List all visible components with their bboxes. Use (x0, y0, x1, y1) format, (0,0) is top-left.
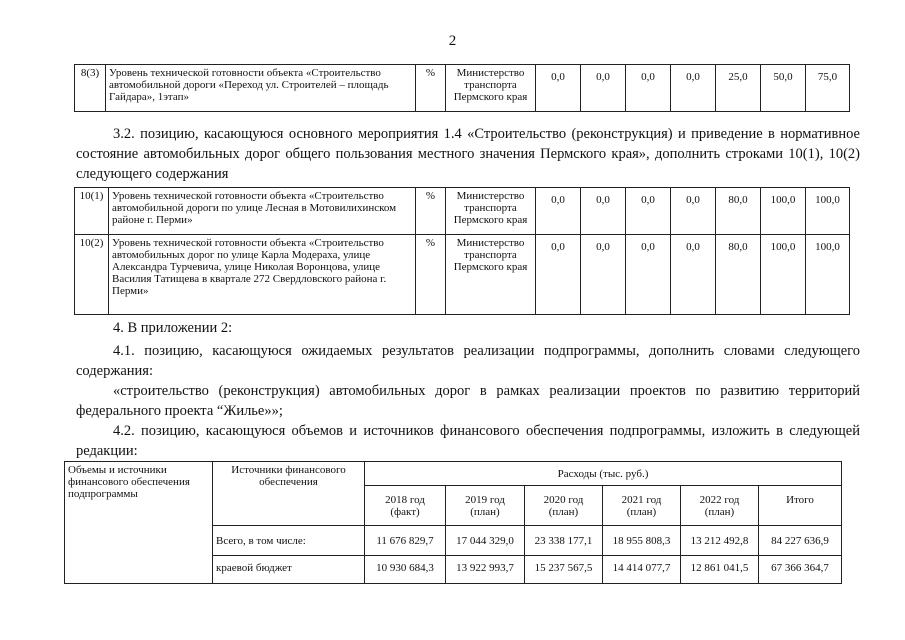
value-cell: 0,0 (581, 188, 626, 235)
year-header: 2021 год (план) (603, 486, 681, 526)
unit: % (416, 235, 446, 315)
indicators-table-2 (74, 187, 850, 315)
indicators-table-1 (74, 64, 850, 112)
year-header: 2020 год (план) (525, 486, 603, 526)
value-cell: 100,0 (761, 235, 806, 315)
source-label: краевой бюджет (213, 556, 365, 584)
table-row (75, 235, 850, 315)
row-number: 10(2) (75, 235, 109, 315)
unit: % (416, 65, 446, 112)
total-header: Итого (759, 486, 842, 526)
paragraph-4-2: 4.2. позицию, касающуюся объемов и источников финансового обеспечения подпрограммы, изложить в следующей редакции: (76, 423, 860, 459)
value-cell: 50,0 (761, 65, 806, 112)
responsible-org: Министерство транспорта Пермского края (446, 235, 536, 315)
indicator-text: Уровень технической готовности объекта «Строительство автомобильной дороги «Переход ул. Строителей – площадь Гайдара», 1этап» (106, 65, 416, 112)
value-cell: 13 922 993,7 (446, 556, 525, 584)
year-header: 2018 год (факт) (365, 486, 446, 526)
paragraph-4: 4. В приложении 2: (113, 320, 233, 336)
value-cell: 23 338 177,1 (525, 526, 603, 556)
value-cell: 14 414 077,7 (603, 556, 681, 584)
year-header: 2022 год (план) (681, 486, 759, 526)
header-expenses: Расходы (тыс. руб.) (365, 462, 842, 486)
row-number: 8(3) (75, 65, 106, 112)
year-header: 2019 год (план) (446, 486, 525, 526)
value-cell: 0,0 (581, 235, 626, 315)
value-cell: 25,0 (716, 65, 761, 112)
paragraph-quote: «строительство (реконструкция) автомобильных дорог в рамках реализации проектов по развитию территорий федерального проекта “Жилье»»; (76, 383, 860, 419)
value-cell: 12 861 041,5 (681, 556, 759, 584)
paragraph-3-2: 3.2. позицию, касающуюся основного мероприятия 1.4 «Строительство (реконструкция) и приведение в нормативное состояние автомобильных дорог общего пользования местного значения Пермского края», дополнить строками 10(1), 10(2) следующего содержания (76, 126, 860, 182)
value-cell: 100,0 (806, 235, 850, 315)
value-cell: 100,0 (806, 188, 850, 235)
financing-table (64, 461, 842, 584)
indicator-text: Уровень технической готовности объекта «Строительство автомобильной дороги по улице Лесная в Мотовилихинском районе г. Перми» (109, 188, 416, 235)
value-cell: 0,0 (671, 235, 716, 315)
value-cell: 0,0 (671, 188, 716, 235)
table-row (75, 188, 850, 235)
row-number: 10(1) (75, 188, 109, 235)
value-cell: 10 930 684,3 (365, 556, 446, 584)
value-cell: 67 366 364,7 (759, 556, 842, 584)
table-header-row (65, 462, 842, 486)
header-volumes: Объемы и источники финансового обеспечения подпрограммы (65, 462, 213, 584)
value-cell: 18 955 808,3 (603, 526, 681, 556)
value-cell: 0,0 (626, 188, 671, 235)
value-cell: 0,0 (671, 65, 716, 112)
value-cell: 13 212 492,8 (681, 526, 759, 556)
paragraph-4-1: 4.1. позицию, касающуюся ожидаемых результатов реализации подпрограммы, дополнить словами следующего содержания: (76, 343, 860, 379)
value-cell: 0,0 (536, 235, 581, 315)
page-number: 2 (448, 33, 457, 49)
value-cell: 0,0 (626, 235, 671, 315)
value-cell: 15 237 567,5 (525, 556, 603, 584)
value-cell: 80,0 (716, 235, 761, 315)
value-cell: 0,0 (626, 65, 671, 112)
responsible-org: Министерство транспорта Пермского края (446, 188, 536, 235)
table-row (75, 65, 850, 112)
value-cell: 0,0 (536, 188, 581, 235)
source-label: Всего, в том числе: (213, 526, 365, 556)
value-cell: 80,0 (716, 188, 761, 235)
header-sources: Источники финансового обеспечения (213, 462, 365, 526)
unit: % (416, 188, 446, 235)
value-cell: 0,0 (536, 65, 581, 112)
value-cell: 75,0 (806, 65, 850, 112)
value-cell: 100,0 (761, 188, 806, 235)
value-cell: 0,0 (581, 65, 626, 112)
value-cell: 17 044 329,0 (446, 526, 525, 556)
value-cell: 84 227 636,9 (759, 526, 842, 556)
indicator-text: Уровень технической готовности объекта «Строительство автомобильных дорог по улице Карла Модераха, улице Александра Турчевича, улице Николая Воронцова, улице Василия Татищева в квартале 272 Свердловского района г. Перми» (109, 235, 416, 315)
responsible-org: Министерство транспорта Пермского края (446, 65, 536, 112)
value-cell: 11 676 829,7 (365, 526, 446, 556)
